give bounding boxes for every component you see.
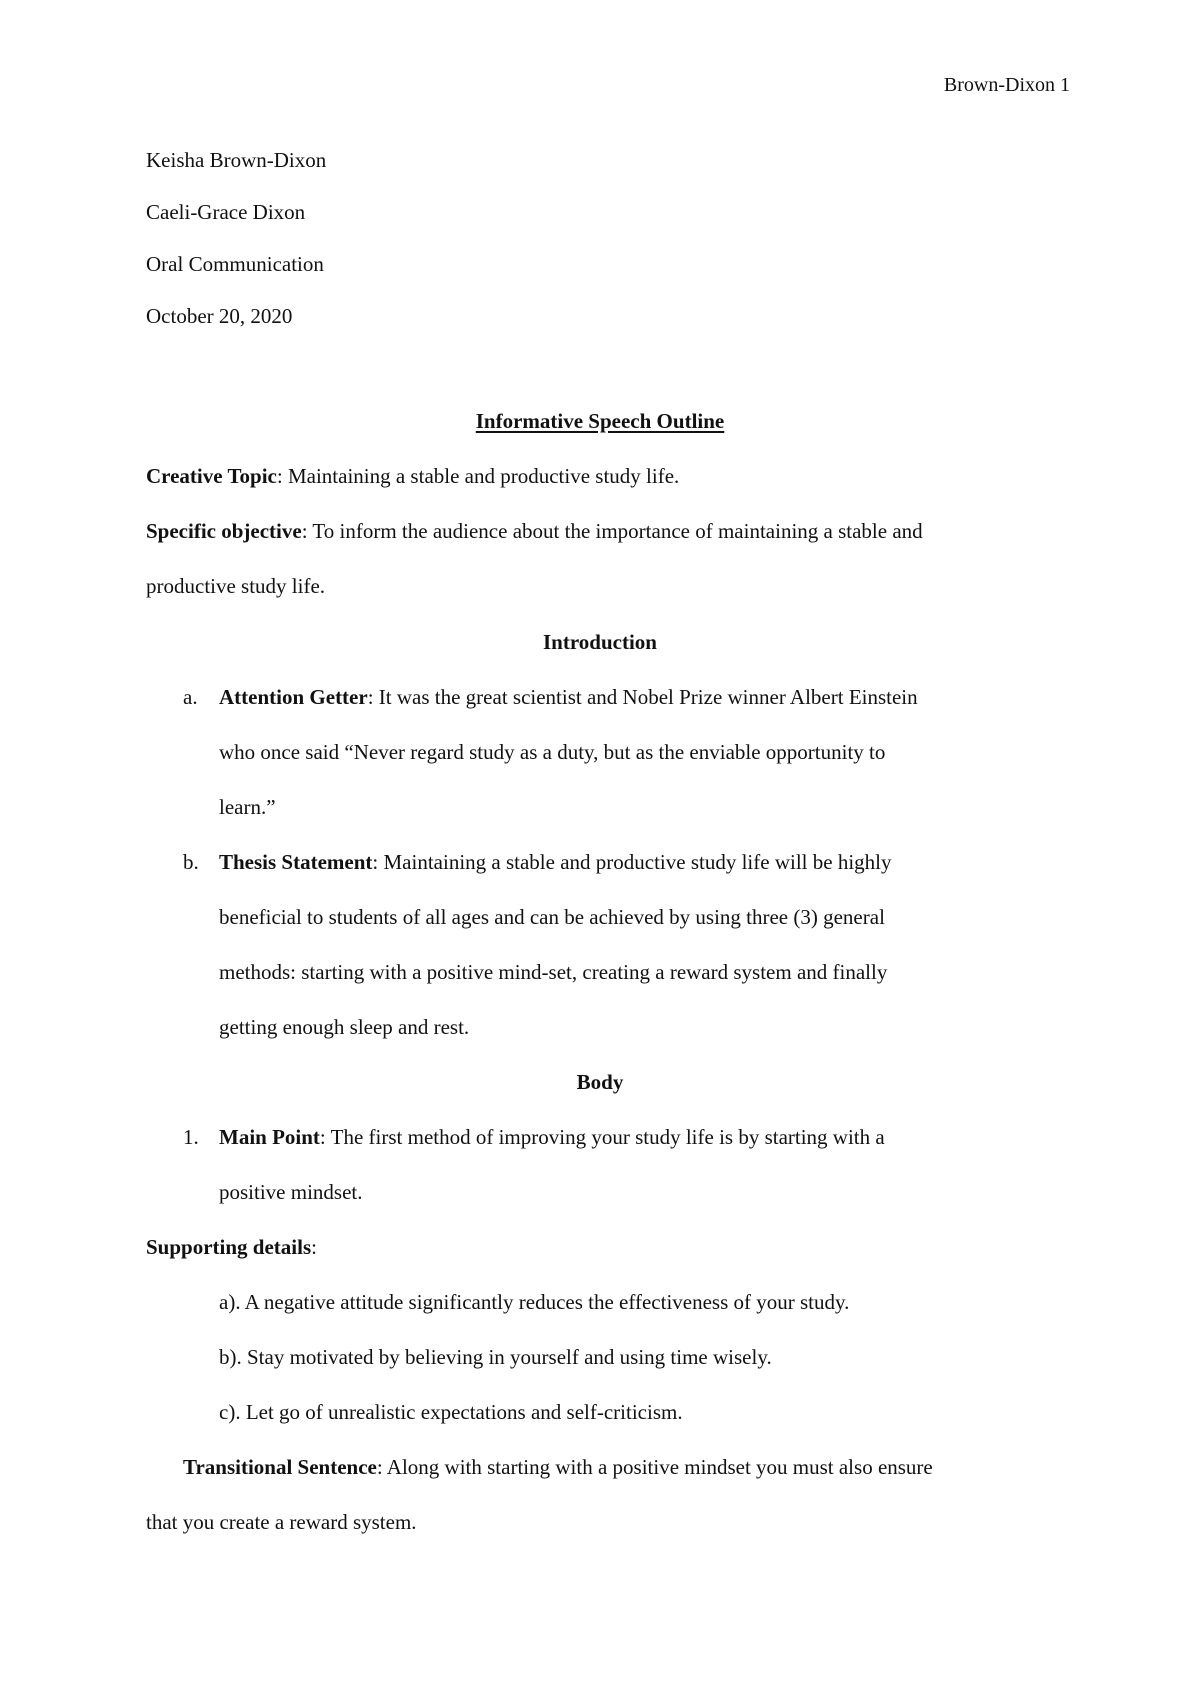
thesis-line-4: getting enough sleep and rest. xyxy=(219,1015,470,1039)
main-point-text: : The first method of improving your study life is by starting with a xyxy=(319,1125,885,1149)
objective-text: : To inform the audience about the importance of maintaining a stable and xyxy=(301,519,923,543)
thesis-line-1 xyxy=(219,850,892,874)
attention-getter-line-3: learn.” xyxy=(219,795,276,819)
topic-line xyxy=(146,464,679,488)
objective-line-2: productive study life. xyxy=(146,574,326,598)
attention-getter-text: : It was the great scientist and Nobel Prize winner Albert Einstein xyxy=(367,685,918,709)
list-marker: a. xyxy=(183,685,198,709)
supporting-details-colon: : xyxy=(311,1235,317,1259)
transition-text: : Along with starting with a positive mindset you must also ensure xyxy=(376,1455,933,1479)
document-title: Informative Speech Outline xyxy=(475,409,725,433)
transition-line-1 xyxy=(183,1455,933,1479)
transition-label: Transitional Sentence xyxy=(183,1455,377,1479)
topic-text: : Maintaining a stable and productive study life. xyxy=(276,464,680,488)
objective-label: Specific objective xyxy=(146,519,302,543)
author-name: Keisha Brown-Dixon xyxy=(146,148,327,172)
attention-getter-line-2: who once said “Never regard study as a duty, but as the enviable opportunity to xyxy=(219,740,886,764)
supporting-details-label: Supporting details xyxy=(146,1235,312,1259)
list-marker: 1. xyxy=(183,1125,199,1149)
thesis-line-3: methods: starting with a positive mind-set, creating a reward system and finally xyxy=(219,960,888,984)
supporting-detail-b: b). Stay motivated by believing in yourself and using time wisely. xyxy=(219,1345,772,1369)
instructor-name: Caeli-Grace Dixon xyxy=(146,200,306,224)
transition-line-2: that you create a reward system. xyxy=(146,1510,417,1534)
thesis-line-2: beneficial to students of all ages and can be achieved by using three (3) general xyxy=(219,905,885,929)
list-marker: b. xyxy=(183,850,199,874)
supporting-detail-a: a). A negative attitude significantly reduces the effectiveness of your study. xyxy=(219,1290,850,1314)
running-head: Brown-Dixon 1 xyxy=(943,74,1070,96)
attention-getter-label: Attention Getter xyxy=(219,685,368,709)
thesis-text: : Maintaining a stable and productive study life will be highly xyxy=(372,850,892,874)
objective-line-1 xyxy=(146,519,923,543)
supporting-detail-c: c). Let go of unrealistic expectations and self-criticism. xyxy=(219,1400,683,1424)
topic-label: Creative Topic xyxy=(146,464,277,488)
supporting-details-heading xyxy=(146,1235,317,1259)
main-point-line-1 xyxy=(219,1125,885,1149)
main-point-label: Main Point xyxy=(219,1125,320,1149)
course-name: Oral Communication xyxy=(146,252,324,276)
body-heading: Body xyxy=(576,1070,624,1094)
introduction-heading: Introduction xyxy=(543,630,657,654)
document-date: October 20, 2020 xyxy=(146,304,293,328)
main-point-line-2: positive mindset. xyxy=(219,1180,363,1204)
thesis-label: Thesis Statement xyxy=(219,850,373,874)
attention-getter-line-1 xyxy=(219,685,918,709)
